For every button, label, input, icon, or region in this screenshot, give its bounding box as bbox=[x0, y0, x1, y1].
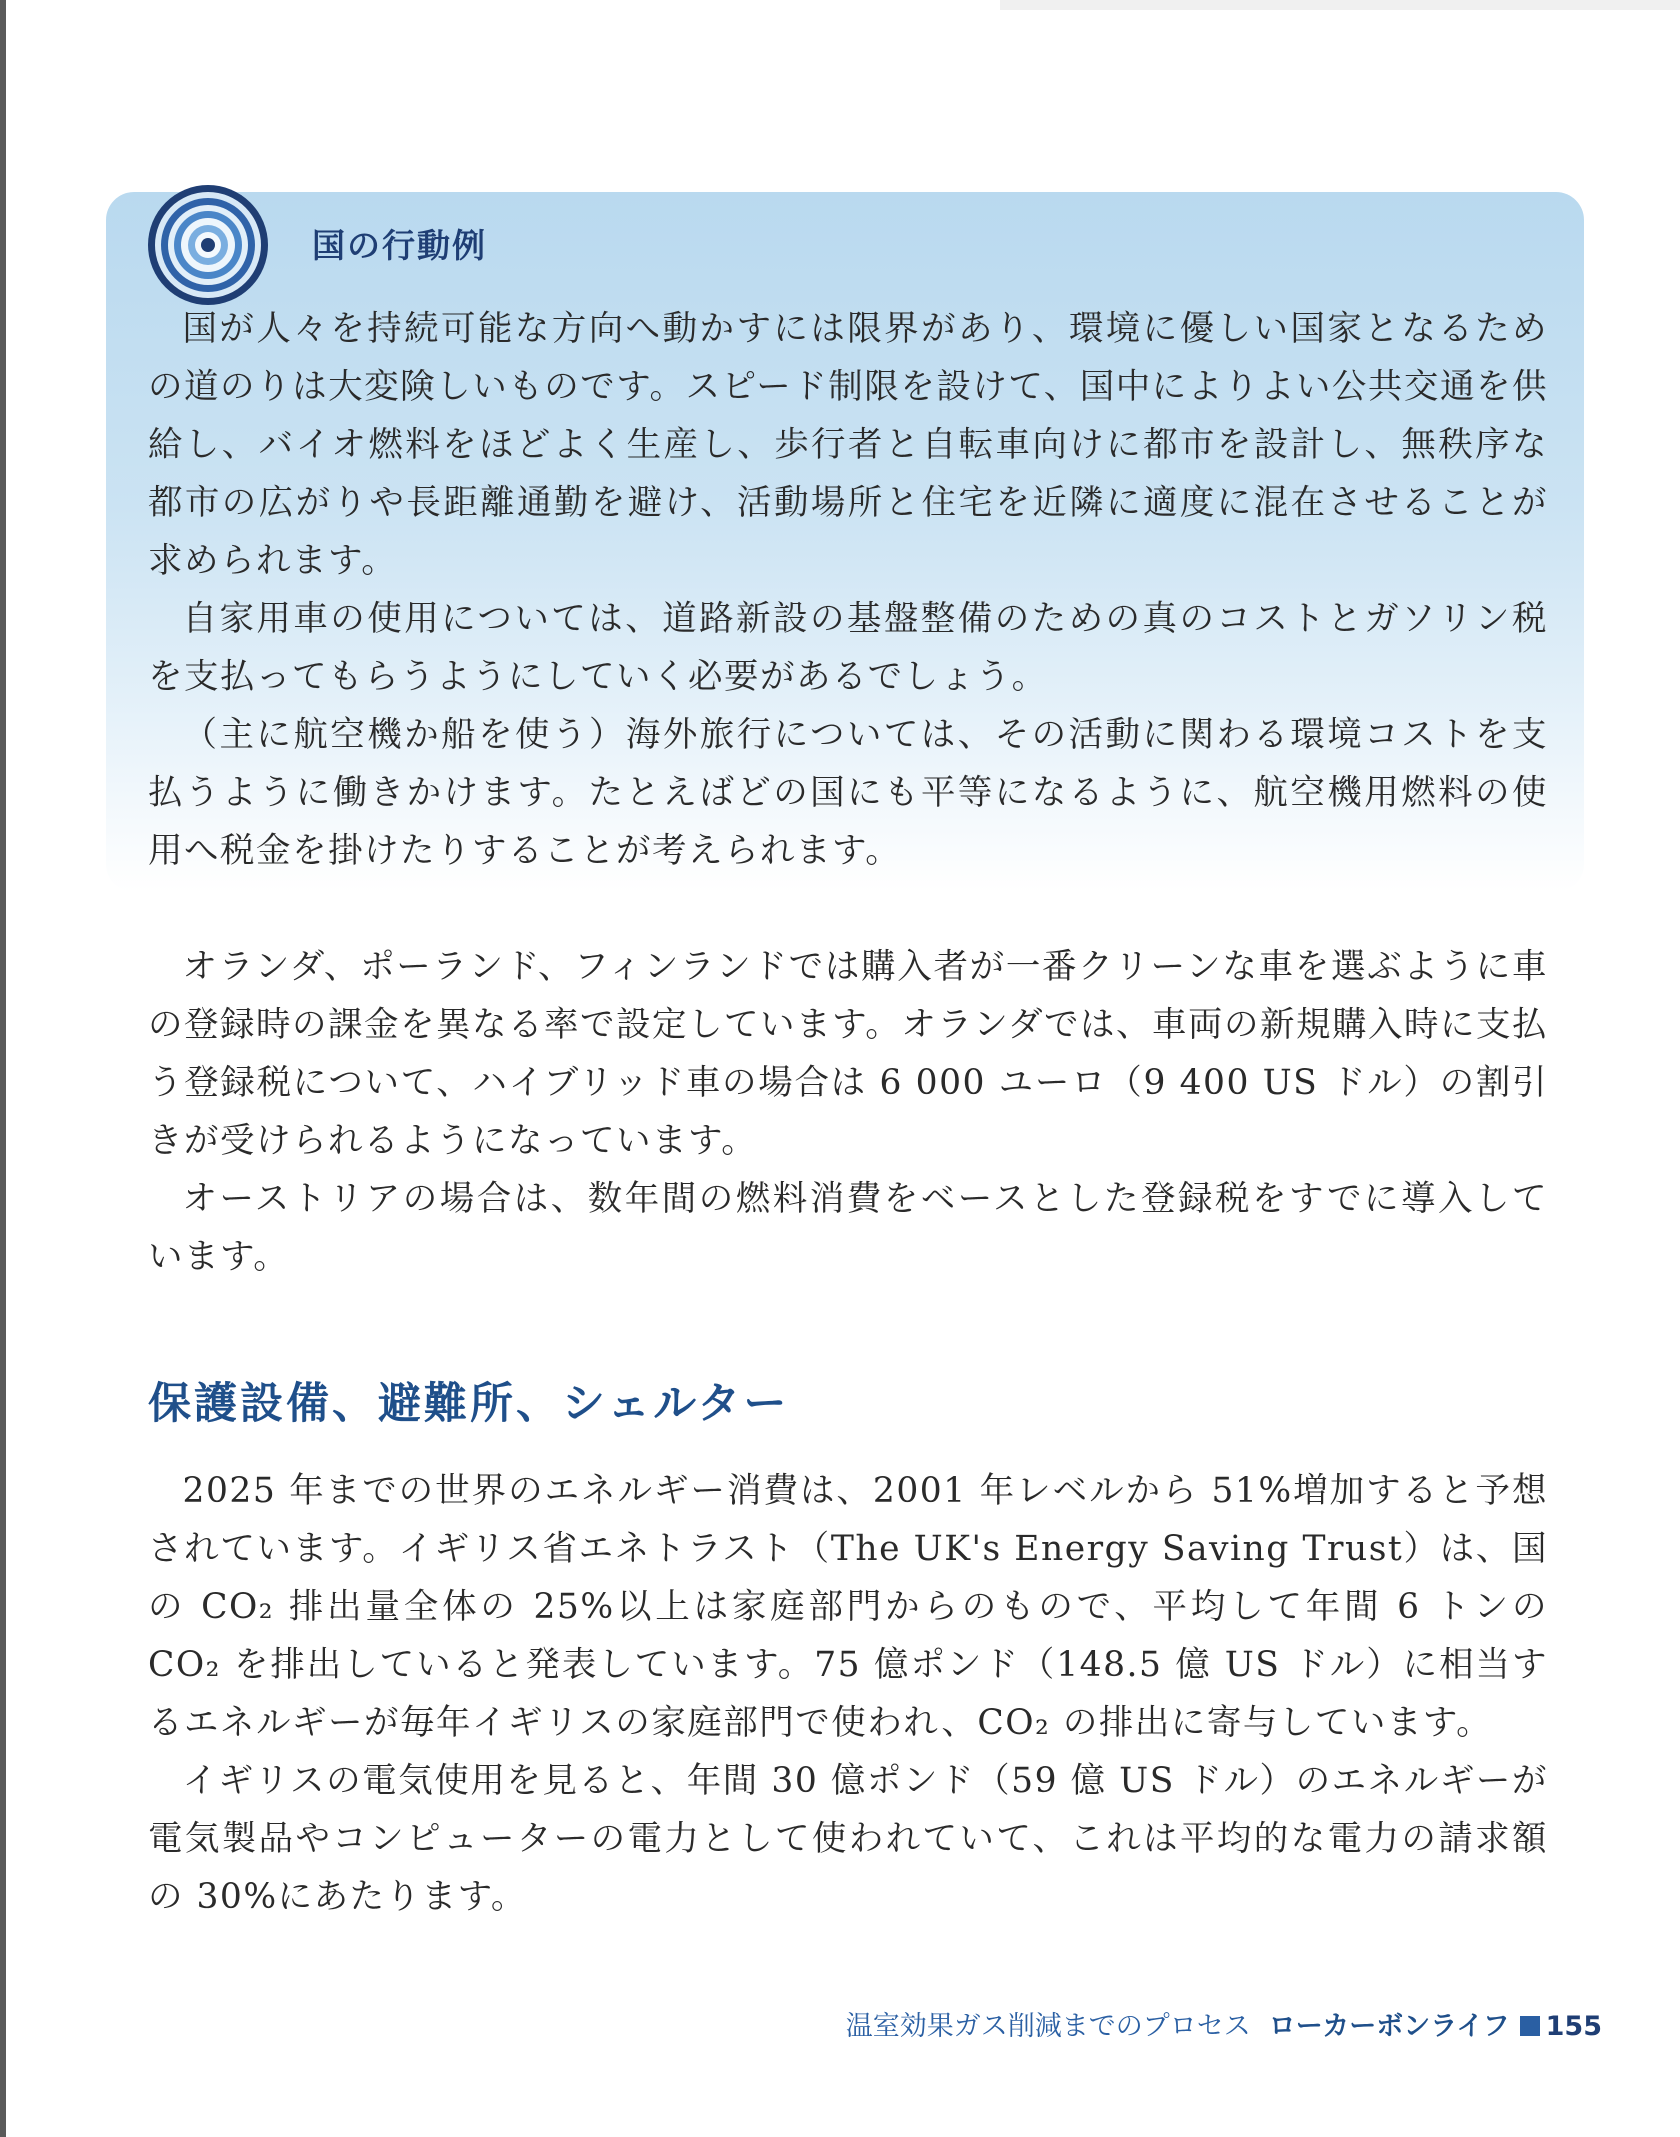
page-footer bbox=[846, 2004, 1602, 2043]
page-edge-top bbox=[1000, 0, 1680, 10]
body-text-1 bbox=[148, 938, 1548, 1286]
footer-book-title: ローカーボンライフ bbox=[1268, 2011, 1510, 2042]
callout-paragraph: 自家用車の使用については、道路新設の基盤整備のための真のコストとガソリン税を支払ってもらうようにしていく必要があるでしょう。 bbox=[148, 599, 1548, 697]
callout-paragraph: 国が人々を持続可能な方向へ動かすには限界があり、環境に優しい国家となるための道のりは大変険しいものです。スピード制限を設けて、国中によりよい公共交通を供給し、バイオ燃料をほどよく生産し、歩行者と自転車向けに都市を設計し、無秩序な都市の広がりや長距離通勤を避け、活動場所と住宅を近隣に適度に混在させることが求められます。 bbox=[148, 309, 1548, 581]
body-text-2 bbox=[148, 1462, 1548, 1926]
callout-body bbox=[148, 300, 1548, 880]
body-paragraph: オーストリアの場合は、数年間の燃料消費をベースとした登録税をすでに導入しています。 bbox=[148, 1179, 1548, 1277]
concentric-circles-icon bbox=[145, 182, 271, 308]
footer-subtitle: 温室効果ガス削減までのプロセス bbox=[845, 2011, 1251, 2042]
page-number: 155 bbox=[1545, 2011, 1602, 2042]
page-edge bbox=[0, 0, 6, 2137]
section-heading: 保護設備、避難所、シェルター bbox=[148, 1379, 790, 1429]
callout-paragraph: （主に航空機か船を使う）海外旅行については、その活動に関わる環境コストを支払うように働きかけます。たとえばどの国にも平等になるように、航空機用燃料の使用へ税金を掛けたりすることが考えられます。 bbox=[148, 715, 1548, 871]
body-paragraph: 2025 年までの世界のエネルギー消費は、2001 年レベルから 51%増加すると予想されています。イギリス省エネトラスト（The UK's Energy Saving Trust）は、国の CO₂ 排出量全体の 25%以上は家庭部門からのもので、平均して年間 6 トンの CO₂ を排出していると発表しています。75 億ポンド（148.5 億 US ドル）に相当するエネルギーが毎年イギリスの家庭部門で使われ、CO₂ の排出に寄与しています。 bbox=[148, 1471, 1548, 1743]
square-icon bbox=[1520, 2016, 1540, 2036]
callout-heading: 国の行動例 bbox=[312, 226, 487, 265]
body-paragraph: オランダ、ポーランド、フィンランドでは購入者が一番クリーンな車を選ぶように車の登録時の課金を異なる率で設定しています。オランダでは、車両の新規購入時に支払う登録税について、ハイブリッド車の場合は 6 000 ユーロ（9 400 US ドル）の割引きが受けられるようになっています。 bbox=[148, 947, 1548, 1161]
body-paragraph: イギリスの電気使用を見ると、年間 30 億ポンド（59 億 US ドル）のエネルギーが電気製品やコンピューターの電力として使われていて、これは平均的な電力の請求額の 30%にあたります。 bbox=[148, 1761, 1548, 1917]
